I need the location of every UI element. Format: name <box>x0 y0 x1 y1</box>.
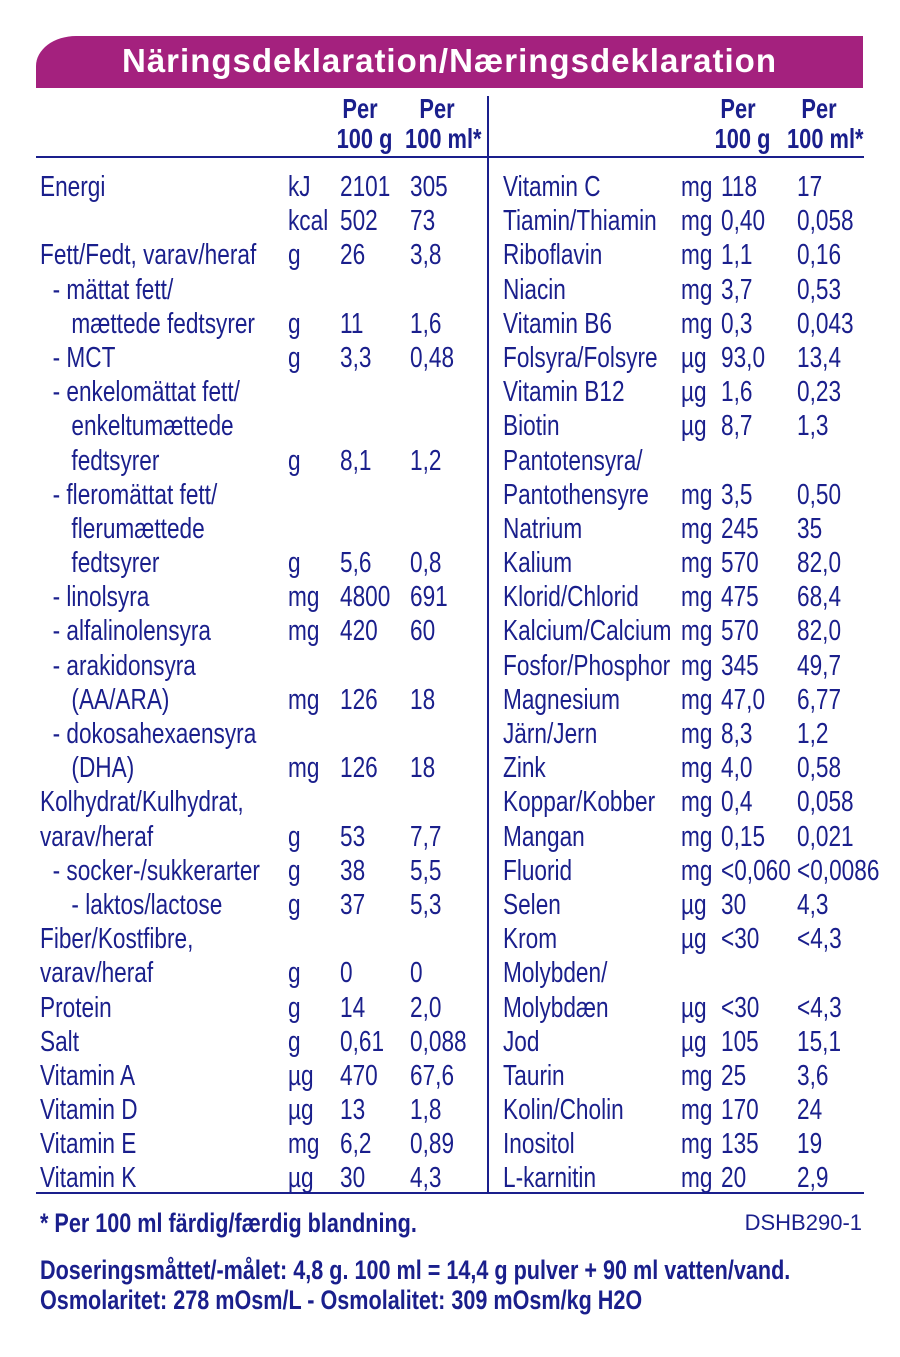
nutrient-row <box>40 204 486 238</box>
nutrient-name: Taurin <box>503 1059 565 1092</box>
nutrient-name: Kolin/Cholin <box>503 1094 624 1127</box>
nutrient-unit: µg <box>288 1094 314 1127</box>
nutrient-unit: kJ <box>288 171 311 203</box>
nutrient-row <box>503 409 883 443</box>
dosing-info <box>40 1255 790 1315</box>
value-per-100g: 3,3 <box>340 341 372 374</box>
nutrient-row <box>40 614 486 648</box>
nutrient-row <box>40 512 486 546</box>
nutrient-name: Krom <box>503 923 558 956</box>
value-per-100ml: 3,8 <box>410 239 442 272</box>
nutrient-row <box>40 751 486 785</box>
nutrient-name: Kolhydrat/Kulhydrat, <box>40 786 244 819</box>
value-per-100g: 0 <box>340 957 353 990</box>
nutrient-row <box>40 341 486 375</box>
nutrient-name: Vitamin E <box>40 1128 137 1161</box>
value-per-100g: 25 <box>721 1059 747 1092</box>
nutrient-name: - socker-/sukkerarter <box>40 854 260 887</box>
nutrient-name: Fiber/Kostfibre, <box>40 923 194 956</box>
value-per-100ml: <4,3 <box>797 923 842 956</box>
nutrient-unit: g <box>288 991 301 1024</box>
nutrient-name: Salt <box>40 1025 79 1058</box>
nutrient-row <box>503 238 883 272</box>
nutrient-row <box>40 683 486 717</box>
column-divider <box>487 96 489 1194</box>
nutrient-unit: µg <box>288 1162 314 1195</box>
nutrient-row <box>503 204 883 238</box>
nutrient-row <box>503 580 883 614</box>
nutrient-unit: g <box>288 854 301 887</box>
nutrient-unit: µg <box>681 376 707 409</box>
value-per-100g: 502 <box>340 205 378 238</box>
value-per-100ml: 2,9 <box>797 1162 829 1195</box>
value-per-100ml: 4,3 <box>410 1162 442 1195</box>
nutrient-row <box>503 785 883 819</box>
value-per-100g: 1,1 <box>721 239 753 272</box>
nutrient-name: flerumættede <box>40 512 205 545</box>
value-per-100g: 26 <box>340 239 366 272</box>
nutrient-name: - enkelomättat fett/ <box>40 376 240 409</box>
nutrient-name: Järn/Jern <box>503 718 598 750</box>
value-per-100ml: 82,0 <box>797 615 842 648</box>
nutrient-row <box>40 1059 486 1093</box>
nutrient-row <box>40 991 486 1025</box>
value-per-100ml: 5,3 <box>410 888 442 921</box>
value-per-100ml: 0,058 <box>797 205 854 238</box>
nutrient-row <box>503 649 883 683</box>
header-right-per-100ml: Per 100 ml* <box>787 93 864 154</box>
value-per-100g: 475 <box>721 581 759 614</box>
value-per-100ml: 2,0 <box>410 991 442 1024</box>
nutrient-unit: g <box>288 547 301 580</box>
nutrient-unit: µg <box>288 1059 314 1092</box>
value-per-100g: 245 <box>721 512 759 545</box>
value-per-100g: 126 <box>340 752 378 785</box>
nutrient-row <box>503 1127 883 1161</box>
nutrient-name: Mangan <box>503 820 585 853</box>
value-per-100g: 0,4 <box>721 786 753 819</box>
nutrient-name: (AA/ARA) <box>40 683 170 716</box>
nutrient-name: - dokosahexaensyra <box>40 718 257 750</box>
nutrient-unit: mg <box>681 1128 713 1161</box>
nutrient-unit: mg <box>681 752 713 785</box>
nutrient-name: Magnesium <box>503 683 620 716</box>
nutrient-row <box>503 478 883 512</box>
value-per-100g: 2101 <box>340 171 391 203</box>
nutrient-name: - mättat fett/ <box>40 273 174 306</box>
footnote: * Per 100 ml färdig/færdig blandning. <box>40 1208 417 1238</box>
nutrient-row <box>503 375 883 409</box>
nutrient-unit: g <box>288 1025 301 1058</box>
nutrient-row <box>503 444 883 478</box>
nutrient-row <box>503 991 883 1025</box>
value-per-100g: 6,2 <box>340 1128 372 1161</box>
nutrient-row <box>40 922 486 956</box>
nutrient-unit: mg <box>681 273 713 306</box>
nutrient-name: Vitamin K <box>40 1162 137 1195</box>
nutrient-unit: µg <box>681 410 707 443</box>
nutrient-row <box>40 238 486 272</box>
nutrient-unit: mg <box>681 478 713 511</box>
nutrient-row <box>503 1161 883 1195</box>
value-per-100ml: 305 <box>410 171 448 203</box>
value-per-100g: 8,7 <box>721 410 753 443</box>
nutrient-name: varav/heraf <box>40 820 154 853</box>
value-per-100ml: 73 <box>410 205 436 238</box>
nutrient-unit: g <box>288 444 301 477</box>
value-per-100g: <30 <box>721 991 760 1024</box>
value-per-100ml: 0,021 <box>797 820 854 853</box>
nutrient-row <box>503 1059 883 1093</box>
product-code: DSHB290-1 <box>744 1210 862 1235</box>
nutrient-name: Kalcium/Calcium <box>503 615 672 648</box>
nutrient-unit: mg <box>681 649 713 682</box>
value-per-100g: 30 <box>721 888 747 921</box>
value-per-100ml: 49,7 <box>797 649 842 682</box>
value-per-100ml: 5,5 <box>410 854 442 887</box>
nutrient-unit: µg <box>681 1025 707 1058</box>
nutrient-name: Vitamin C <box>503 171 601 203</box>
nutrient-name: varav/heraf <box>40 957 154 990</box>
nutrient-unit: mg <box>681 786 713 819</box>
value-per-100g: 93,0 <box>721 341 766 374</box>
nutrient-row <box>40 649 486 683</box>
left-nutrient-column <box>40 170 486 1196</box>
value-per-100ml: 19 <box>797 1128 823 1161</box>
value-per-100g: 37 <box>340 888 366 921</box>
nutrient-row <box>40 1093 486 1127</box>
nutrient-name: - laktos/lactose <box>40 888 223 921</box>
nutrient-name: Koppar/Kobber <box>503 786 656 819</box>
nutrient-row <box>40 1127 486 1161</box>
nutrient-row <box>40 888 486 922</box>
nutrient-name: - MCT <box>40 341 116 374</box>
value-per-100g: 47,0 <box>721 683 766 716</box>
nutrient-row <box>503 820 883 854</box>
value-per-100ml: 68,4 <box>797 581 842 614</box>
nutrient-row <box>40 1025 486 1059</box>
nutrient-unit: g <box>288 888 301 921</box>
value-per-100ml: 0,53 <box>797 273 842 306</box>
nutrient-row <box>503 683 883 717</box>
value-per-100g: 0,15 <box>721 820 766 853</box>
nutrient-row <box>503 922 883 956</box>
nutrient-name: Vitamin A <box>40 1059 136 1092</box>
nutrient-unit: mg <box>681 1094 713 1127</box>
header-right-per-100g: Per 100 g <box>714 93 771 154</box>
nutrient-unit: mg <box>288 615 320 648</box>
nutrient-row <box>40 854 486 888</box>
nutrient-row <box>503 1025 883 1059</box>
value-per-100g: 8,3 <box>721 718 753 750</box>
value-per-100ml: <0,0086 <box>797 854 880 887</box>
value-per-100g: <30 <box>721 923 760 956</box>
nutrient-name: Selen <box>503 888 561 921</box>
value-per-100g: 3,5 <box>721 478 753 511</box>
value-per-100ml: 7,7 <box>410 820 442 853</box>
nutrient-row <box>40 1161 486 1195</box>
nutrient-name: Protein <box>40 991 112 1024</box>
value-per-100g: 0,40 <box>721 205 766 238</box>
value-per-100g: 135 <box>721 1128 759 1161</box>
nutrient-unit: µg <box>681 341 707 374</box>
nutrient-unit: g <box>288 341 301 374</box>
value-per-100ml: 18 <box>410 752 436 785</box>
nutrient-name: Folsyra/Folsyre <box>503 341 658 374</box>
value-per-100g: 345 <box>721 649 759 682</box>
nutrient-unit: g <box>288 307 301 340</box>
nutrient-unit: mg <box>681 615 713 648</box>
nutrient-unit: mg <box>681 1059 713 1092</box>
nutrient-unit: mg <box>288 752 320 785</box>
nutrient-name: Tiamin/Thiamin <box>503 205 657 238</box>
value-per-100g: 570 <box>721 615 759 648</box>
nutrient-name: Zink <box>503 752 546 785</box>
nutrient-row <box>503 854 883 888</box>
value-per-100ml: 6,77 <box>797 683 842 716</box>
nutrient-row <box>40 785 486 819</box>
nutrient-unit: µg <box>681 923 707 956</box>
value-per-100g: 4,0 <box>721 752 753 785</box>
nutrient-row <box>503 307 883 341</box>
nutrient-unit: mg <box>681 581 713 614</box>
nutrient-name: Niacin <box>503 273 566 306</box>
nutrient-unit: mg <box>681 1162 713 1195</box>
nutrient-name: Inositol <box>503 1128 575 1161</box>
value-per-100ml: 0,058 <box>797 786 854 819</box>
value-per-100ml: 1,6 <box>410 307 442 340</box>
nutrient-row <box>503 170 883 204</box>
value-per-100ml: 15,1 <box>797 1025 842 1058</box>
nutrient-unit: kcal <box>288 205 329 238</box>
nutrient-name: mættede fedtsyrer <box>40 307 255 340</box>
nutrient-row <box>40 546 486 580</box>
nutrient-unit: µg <box>681 991 707 1024</box>
value-per-100ml: 18 <box>410 683 436 716</box>
value-per-100ml: 67,6 <box>410 1059 455 1092</box>
value-per-100g: 14 <box>340 991 366 1024</box>
nutrient-unit: mg <box>288 581 320 614</box>
value-per-100g: 420 <box>340 615 378 648</box>
value-per-100ml: 1,2 <box>410 444 442 477</box>
nutrient-row <box>40 307 486 341</box>
nutrient-row <box>503 546 883 580</box>
nutrient-name: Fosfor/Phosphor <box>503 649 671 682</box>
nutrient-row <box>503 717 883 751</box>
value-per-100ml: 4,3 <box>797 888 829 921</box>
nutrient-row <box>40 273 486 307</box>
nutrient-name: Natrium <box>503 512 583 545</box>
nutrient-row <box>503 512 883 546</box>
header-left-per-100g: Per 100 g <box>336 93 393 154</box>
value-per-100ml: 0 <box>410 957 423 990</box>
value-per-100ml: 1,2 <box>797 718 829 750</box>
value-per-100ml: 0,8 <box>410 547 442 580</box>
value-per-100g: 3,7 <box>721 273 753 306</box>
nutrient-row <box>40 478 486 512</box>
nutrient-name: L-karnitin <box>503 1162 597 1195</box>
value-per-100g: 118 <box>721 171 758 203</box>
nutrient-row <box>40 956 486 990</box>
value-per-100ml: 1,3 <box>797 410 829 443</box>
value-per-100g: 4800 <box>340 581 391 614</box>
nutrient-row <box>40 444 486 478</box>
nutrient-unit: mg <box>681 547 713 580</box>
value-per-100g: 470 <box>340 1059 378 1092</box>
nutrient-name: Vitamin B6 <box>503 307 612 340</box>
nutrient-row <box>40 375 486 409</box>
nutrient-row <box>40 580 486 614</box>
nutrient-row <box>503 614 883 648</box>
value-per-100g: 105 <box>721 1025 759 1058</box>
nutrient-row <box>503 888 883 922</box>
value-per-100ml: 82,0 <box>797 547 842 580</box>
nutrient-row <box>503 273 883 307</box>
nutrient-row <box>503 1093 883 1127</box>
nutrient-row <box>40 820 486 854</box>
value-per-100g: <0,060 <box>721 854 791 887</box>
nutrient-name: - alfalinolensyra <box>40 615 211 648</box>
value-per-100ml: 24 <box>797 1094 823 1127</box>
nutrient-unit: mg <box>288 683 320 716</box>
nutrient-name: - arakidonsyra <box>40 649 196 682</box>
nutrient-name: - fleromättat fett/ <box>40 478 218 511</box>
dosing-line: Doseringsmåttet/-målet: 4,8 g. 100 ml = 14,4 g pulver + 90 ml vatten/vand. <box>40 1255 791 1285</box>
value-per-100ml: 0,043 <box>797 307 854 340</box>
title-banner <box>36 36 863 88</box>
nutrient-unit: mg <box>681 854 713 887</box>
nutrient-row <box>503 341 883 375</box>
osmolarity-line: Osmolaritet: 278 mOsm/L - Osmolalitet: 309 mOsm/kg H2O <box>40 1285 643 1315</box>
nutrient-row <box>503 751 883 785</box>
value-per-100g: 11 <box>340 307 364 340</box>
value-per-100ml: 60 <box>410 615 436 648</box>
page-title: Näringsdeklaration/Næringsdeklaration <box>122 42 777 79</box>
value-per-100g: 0,61 <box>340 1025 385 1058</box>
nutrient-unit: mg <box>681 307 713 340</box>
nutrient-name: Vitamin B12 <box>503 376 625 409</box>
nutrient-name: fedtsyrer <box>40 547 160 580</box>
nutrient-name: Vitamin D <box>40 1094 138 1127</box>
nutrient-name: Riboflavin <box>503 239 603 272</box>
nutrient-unit: µg <box>681 888 707 921</box>
nutrient-name: Molybden/ <box>503 957 608 990</box>
nutrient-unit: g <box>288 239 301 272</box>
nutrient-unit: mg <box>681 820 713 853</box>
nutrient-name: Fett/Fedt, varav/heraf <box>40 239 257 272</box>
nutrient-unit: mg <box>681 718 713 750</box>
nutrient-name: enkeltumættede <box>40 410 234 443</box>
value-per-100g: 53 <box>340 820 366 853</box>
value-per-100ml: 0,16 <box>797 239 842 272</box>
nutrient-name: Biotin <box>503 410 560 443</box>
value-per-100ml: <4,3 <box>797 991 842 1024</box>
nutrient-name: Jod <box>503 1025 540 1058</box>
nutrient-name: (DHA) <box>40 752 135 785</box>
nutrient-name: Molybdæn <box>503 991 609 1024</box>
nutrient-unit: g <box>288 820 301 853</box>
nutrient-name: Kalium <box>503 547 573 580</box>
value-per-100ml: 0,89 <box>410 1128 455 1161</box>
nutrient-row <box>40 717 486 751</box>
nutrient-name: Energi <box>40 171 106 203</box>
value-per-100ml: 691 <box>410 581 448 614</box>
value-per-100ml: 17 <box>797 171 823 203</box>
nutrient-name: fedtsyrer <box>40 444 160 477</box>
nutrient-name: Pantothensyre <box>503 478 649 511</box>
value-per-100g: 8,1 <box>340 444 372 477</box>
value-per-100g: 5,6 <box>340 547 372 580</box>
value-per-100g: 20 <box>721 1162 747 1195</box>
nutrient-unit: mg <box>288 1128 320 1161</box>
value-per-100ml: 0,50 <box>797 478 842 511</box>
value-per-100g: 30 <box>340 1162 366 1195</box>
value-per-100g: 126 <box>340 683 378 716</box>
nutrient-row <box>503 956 883 990</box>
nutrient-row <box>40 170 486 204</box>
value-per-100ml: 1,8 <box>410 1094 442 1127</box>
value-per-100ml: 13,4 <box>797 341 842 374</box>
value-per-100g: 170 <box>721 1094 759 1127</box>
value-per-100ml: 0,58 <box>797 752 842 785</box>
nutrient-unit: mg <box>681 512 713 545</box>
nutrient-unit: mg <box>681 171 713 203</box>
value-per-100ml: 35 <box>797 512 823 545</box>
header-divider <box>36 156 864 158</box>
nutrient-name: Klorid/Chlorid <box>503 581 639 614</box>
value-per-100ml: 0,48 <box>410 341 455 374</box>
header-left-per-100ml: Per 100 ml* <box>405 93 482 154</box>
value-per-100ml: 0,23 <box>797 376 842 409</box>
nutrient-name: - linolsyra <box>40 581 150 614</box>
value-per-100ml: 0,088 <box>410 1025 467 1058</box>
nutrient-name: Pantotensyra/ <box>503 444 643 477</box>
nutrient-unit: mg <box>681 205 713 238</box>
value-per-100g: 570 <box>721 547 759 580</box>
nutrient-unit: mg <box>681 683 713 716</box>
value-per-100ml: 3,6 <box>797 1059 829 1092</box>
nutrient-row <box>40 409 486 443</box>
right-nutrient-column <box>503 170 883 1196</box>
nutrient-name: Fluorid <box>503 854 573 887</box>
value-per-100g: 1,6 <box>721 376 753 409</box>
value-per-100g: 38 <box>340 854 366 887</box>
value-per-100g: 0,3 <box>721 307 753 340</box>
value-per-100g: 13 <box>340 1094 366 1127</box>
nutrient-unit: g <box>288 957 301 990</box>
nutrient-unit: mg <box>681 239 713 272</box>
